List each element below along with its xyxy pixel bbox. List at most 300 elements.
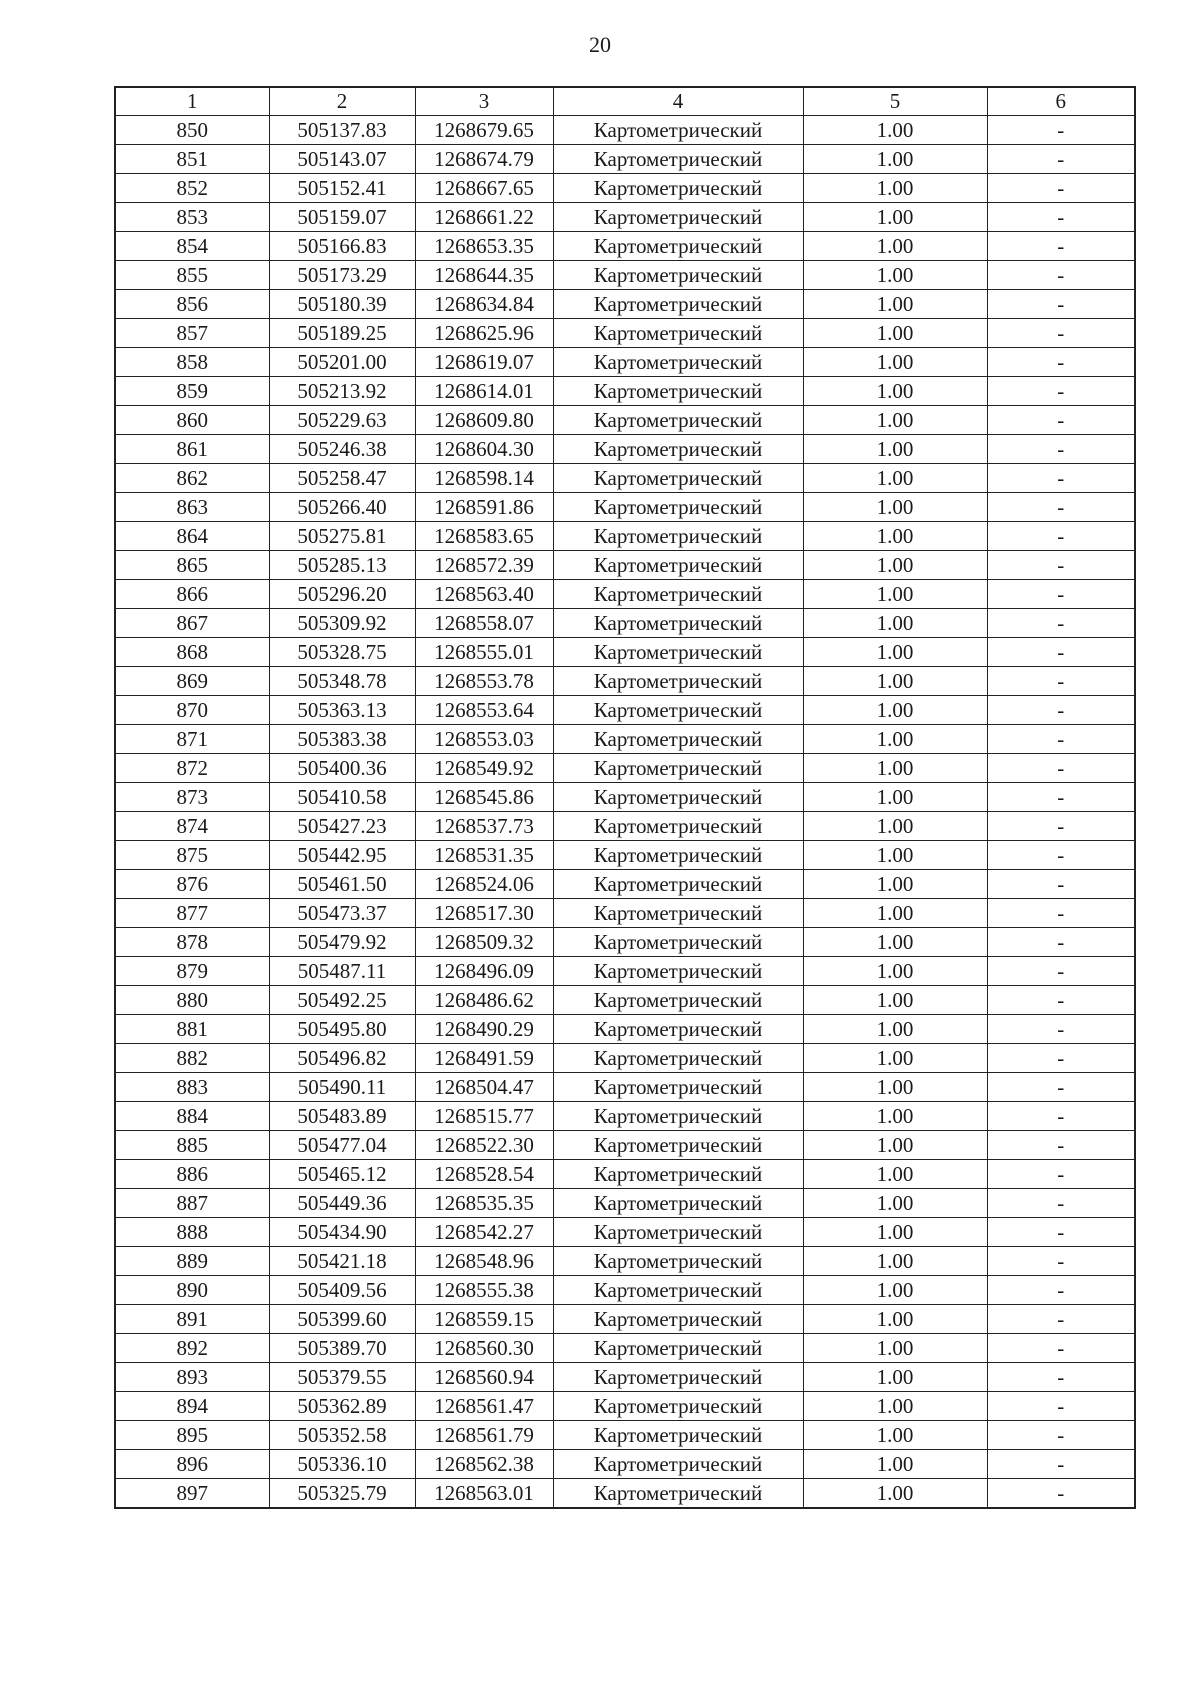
method-cell: Картометрический xyxy=(553,1392,803,1421)
x-coordinate-cell: 505189.25 xyxy=(269,319,415,348)
table-row xyxy=(115,1479,1135,1509)
accuracy-cell: 1.00 xyxy=(803,1450,987,1479)
note-cell: - xyxy=(987,1131,1135,1160)
table-row xyxy=(115,1189,1135,1218)
method-cell: Картометрический xyxy=(553,1218,803,1247)
point-number-cell: 850 xyxy=(115,116,269,145)
table-row xyxy=(115,1160,1135,1189)
table-row xyxy=(115,609,1135,638)
note-cell: - xyxy=(987,551,1135,580)
note-cell: - xyxy=(987,812,1135,841)
note-cell: - xyxy=(987,1450,1135,1479)
y-coordinate-cell: 1268555.38 xyxy=(415,1276,553,1305)
y-coordinate-cell: 1268553.03 xyxy=(415,725,553,754)
y-coordinate-cell: 1268598.14 xyxy=(415,464,553,493)
method-cell: Картометрический xyxy=(553,841,803,870)
note-cell: - xyxy=(987,580,1135,609)
table-row xyxy=(115,1218,1135,1247)
column-header-4: 4 xyxy=(553,87,803,116)
y-coordinate-cell: 1268583.65 xyxy=(415,522,553,551)
x-coordinate-cell: 505266.40 xyxy=(269,493,415,522)
point-number-cell: 869 xyxy=(115,667,269,696)
accuracy-cell: 1.00 xyxy=(803,638,987,667)
y-coordinate-cell: 1268515.77 xyxy=(415,1102,553,1131)
accuracy-cell: 1.00 xyxy=(803,1247,987,1276)
y-coordinate-cell: 1268679.65 xyxy=(415,116,553,145)
x-coordinate-cell: 505352.58 xyxy=(269,1421,415,1450)
note-cell: - xyxy=(987,754,1135,783)
note-cell: - xyxy=(987,1073,1135,1102)
accuracy-cell: 1.00 xyxy=(803,406,987,435)
method-cell: Картометрический xyxy=(553,377,803,406)
table-row xyxy=(115,1073,1135,1102)
point-number-cell: 858 xyxy=(115,348,269,377)
table-row xyxy=(115,1044,1135,1073)
point-number-cell: 867 xyxy=(115,609,269,638)
accuracy-cell: 1.00 xyxy=(803,261,987,290)
table-row xyxy=(115,406,1135,435)
point-number-cell: 871 xyxy=(115,725,269,754)
y-coordinate-cell: 1268614.01 xyxy=(415,377,553,406)
note-cell: - xyxy=(987,232,1135,261)
note-cell: - xyxy=(987,435,1135,464)
table-header xyxy=(115,87,1135,116)
method-cell: Картометрический xyxy=(553,928,803,957)
method-cell: Картометрический xyxy=(553,116,803,145)
accuracy-cell: 1.00 xyxy=(803,551,987,580)
point-number-cell: 891 xyxy=(115,1305,269,1334)
table-row xyxy=(115,1392,1135,1421)
x-coordinate-cell: 505400.36 xyxy=(269,754,415,783)
point-number-cell: 880 xyxy=(115,986,269,1015)
point-number-cell: 885 xyxy=(115,1131,269,1160)
table-row xyxy=(115,1334,1135,1363)
point-number-cell: 890 xyxy=(115,1276,269,1305)
method-cell: Картометрический xyxy=(553,580,803,609)
y-coordinate-cell: 1268537.73 xyxy=(415,812,553,841)
accuracy-cell: 1.00 xyxy=(803,812,987,841)
point-number-cell: 873 xyxy=(115,783,269,812)
method-cell: Картометрический xyxy=(553,145,803,174)
point-number-cell: 853 xyxy=(115,203,269,232)
y-coordinate-cell: 1268562.38 xyxy=(415,1450,553,1479)
point-number-cell: 852 xyxy=(115,174,269,203)
method-cell: Картометрический xyxy=(553,1073,803,1102)
note-cell: - xyxy=(987,406,1135,435)
point-number-cell: 874 xyxy=(115,812,269,841)
y-coordinate-cell: 1268661.22 xyxy=(415,203,553,232)
y-coordinate-cell: 1268625.96 xyxy=(415,319,553,348)
method-cell: Картометрический xyxy=(553,667,803,696)
table-row xyxy=(115,841,1135,870)
y-coordinate-cell: 1268548.96 xyxy=(415,1247,553,1276)
point-number-cell: 894 xyxy=(115,1392,269,1421)
y-coordinate-cell: 1268535.35 xyxy=(415,1189,553,1218)
y-coordinate-cell: 1268504.47 xyxy=(415,1073,553,1102)
method-cell: Картометрический xyxy=(553,1305,803,1334)
y-coordinate-cell: 1268517.30 xyxy=(415,899,553,928)
table-row xyxy=(115,290,1135,319)
note-cell: - xyxy=(987,174,1135,203)
accuracy-cell: 1.00 xyxy=(803,493,987,522)
x-coordinate-cell: 505492.25 xyxy=(269,986,415,1015)
table-row xyxy=(115,696,1135,725)
point-number-cell: 856 xyxy=(115,290,269,319)
table-row xyxy=(115,928,1135,957)
accuracy-cell: 1.00 xyxy=(803,1334,987,1363)
accuracy-cell: 1.00 xyxy=(803,870,987,899)
coordinates-table xyxy=(114,86,1136,1509)
y-coordinate-cell: 1268553.64 xyxy=(415,696,553,725)
table-row xyxy=(115,261,1135,290)
table-row xyxy=(115,319,1135,348)
x-coordinate-cell: 505285.13 xyxy=(269,551,415,580)
method-cell: Картометрический xyxy=(553,1363,803,1392)
accuracy-cell: 1.00 xyxy=(803,1015,987,1044)
x-coordinate-cell: 505383.38 xyxy=(269,725,415,754)
method-cell: Картометрический xyxy=(553,261,803,290)
accuracy-cell: 1.00 xyxy=(803,899,987,928)
column-header-1: 1 xyxy=(115,87,269,116)
point-number-cell: 863 xyxy=(115,493,269,522)
y-coordinate-cell: 1268572.39 xyxy=(415,551,553,580)
point-number-cell: 881 xyxy=(115,1015,269,1044)
note-cell: - xyxy=(987,464,1135,493)
x-coordinate-cell: 505399.60 xyxy=(269,1305,415,1334)
column-header-5: 5 xyxy=(803,87,987,116)
method-cell: Картометрический xyxy=(553,754,803,783)
note-cell: - xyxy=(987,203,1135,232)
note-cell: - xyxy=(987,116,1135,145)
table-row xyxy=(115,493,1135,522)
y-coordinate-cell: 1268545.86 xyxy=(415,783,553,812)
accuracy-cell: 1.00 xyxy=(803,1102,987,1131)
accuracy-cell: 1.00 xyxy=(803,841,987,870)
x-coordinate-cell: 505427.23 xyxy=(269,812,415,841)
y-coordinate-cell: 1268559.15 xyxy=(415,1305,553,1334)
x-coordinate-cell: 505173.29 xyxy=(269,261,415,290)
accuracy-cell: 1.00 xyxy=(803,1305,987,1334)
accuracy-cell: 1.00 xyxy=(803,1479,987,1509)
x-coordinate-cell: 505442.95 xyxy=(269,841,415,870)
table-row xyxy=(115,116,1135,145)
y-coordinate-cell: 1268491.59 xyxy=(415,1044,553,1073)
table-row xyxy=(115,1015,1135,1044)
note-cell: - xyxy=(987,928,1135,957)
x-coordinate-cell: 505362.89 xyxy=(269,1392,415,1421)
method-cell: Картометрический xyxy=(553,870,803,899)
x-coordinate-cell: 505325.79 xyxy=(269,1479,415,1509)
accuracy-cell: 1.00 xyxy=(803,580,987,609)
table-row xyxy=(115,377,1135,406)
point-number-cell: 868 xyxy=(115,638,269,667)
accuracy-cell: 1.00 xyxy=(803,1131,987,1160)
y-coordinate-cell: 1268528.54 xyxy=(415,1160,553,1189)
x-coordinate-cell: 505143.07 xyxy=(269,145,415,174)
table-row xyxy=(115,580,1135,609)
accuracy-cell: 1.00 xyxy=(803,957,987,986)
table-body xyxy=(115,116,1135,1509)
table-row xyxy=(115,986,1135,1015)
method-cell: Картометрический xyxy=(553,899,803,928)
point-number-cell: 861 xyxy=(115,435,269,464)
note-cell: - xyxy=(987,1276,1135,1305)
y-coordinate-cell: 1268674.79 xyxy=(415,145,553,174)
note-cell: - xyxy=(987,986,1135,1015)
y-coordinate-cell: 1268563.40 xyxy=(415,580,553,609)
table-row xyxy=(115,232,1135,261)
y-coordinate-cell: 1268555.01 xyxy=(415,638,553,667)
note-cell: - xyxy=(987,145,1135,174)
x-coordinate-cell: 505465.12 xyxy=(269,1160,415,1189)
point-number-cell: 864 xyxy=(115,522,269,551)
note-cell: - xyxy=(987,783,1135,812)
point-number-cell: 851 xyxy=(115,145,269,174)
y-coordinate-cell: 1268490.29 xyxy=(415,1015,553,1044)
x-coordinate-cell: 505328.75 xyxy=(269,638,415,667)
method-cell: Картометрический xyxy=(553,464,803,493)
y-coordinate-cell: 1268563.01 xyxy=(415,1479,553,1509)
accuracy-cell: 1.00 xyxy=(803,754,987,783)
point-number-cell: 860 xyxy=(115,406,269,435)
accuracy-cell: 1.00 xyxy=(803,1160,987,1189)
table-row xyxy=(115,348,1135,377)
y-coordinate-cell: 1268634.84 xyxy=(415,290,553,319)
y-coordinate-cell: 1268558.07 xyxy=(415,609,553,638)
table-row xyxy=(115,145,1135,174)
point-number-cell: 859 xyxy=(115,377,269,406)
y-coordinate-cell: 1268653.35 xyxy=(415,232,553,261)
accuracy-cell: 1.00 xyxy=(803,290,987,319)
method-cell: Картометрический xyxy=(553,551,803,580)
point-number-cell: 857 xyxy=(115,319,269,348)
note-cell: - xyxy=(987,1421,1135,1450)
x-coordinate-cell: 505166.83 xyxy=(269,232,415,261)
note-cell: - xyxy=(987,1392,1135,1421)
x-coordinate-cell: 505449.36 xyxy=(269,1189,415,1218)
method-cell: Картометрический xyxy=(553,493,803,522)
accuracy-cell: 1.00 xyxy=(803,725,987,754)
accuracy-cell: 1.00 xyxy=(803,1421,987,1450)
note-cell: - xyxy=(987,696,1135,725)
point-number-cell: 877 xyxy=(115,899,269,928)
method-cell: Картометрический xyxy=(553,1160,803,1189)
method-cell: Картометрический xyxy=(553,290,803,319)
x-coordinate-cell: 505363.13 xyxy=(269,696,415,725)
note-cell: - xyxy=(987,609,1135,638)
accuracy-cell: 1.00 xyxy=(803,377,987,406)
table-row xyxy=(115,783,1135,812)
x-coordinate-cell: 505348.78 xyxy=(269,667,415,696)
y-coordinate-cell: 1268619.07 xyxy=(415,348,553,377)
note-cell: - xyxy=(987,1044,1135,1073)
method-cell: Картометрический xyxy=(553,1450,803,1479)
method-cell: Картометрический xyxy=(553,348,803,377)
note-cell: - xyxy=(987,348,1135,377)
note-cell: - xyxy=(987,725,1135,754)
note-cell: - xyxy=(987,1305,1135,1334)
table-row xyxy=(115,957,1135,986)
point-number-cell: 887 xyxy=(115,1189,269,1218)
method-cell: Картометрический xyxy=(553,609,803,638)
y-coordinate-cell: 1268522.30 xyxy=(415,1131,553,1160)
point-number-cell: 875 xyxy=(115,841,269,870)
column-header-6: 6 xyxy=(987,87,1135,116)
point-number-cell: 892 xyxy=(115,1334,269,1363)
table-row xyxy=(115,1247,1135,1276)
method-cell: Картометрический xyxy=(553,522,803,551)
accuracy-cell: 1.00 xyxy=(803,928,987,957)
x-coordinate-cell: 505490.11 xyxy=(269,1073,415,1102)
point-number-cell: 854 xyxy=(115,232,269,261)
method-cell: Картометрический xyxy=(553,986,803,1015)
accuracy-cell: 1.00 xyxy=(803,522,987,551)
table-row xyxy=(115,1131,1135,1160)
note-cell: - xyxy=(987,377,1135,406)
method-cell: Картометрический xyxy=(553,1421,803,1450)
accuracy-cell: 1.00 xyxy=(803,174,987,203)
page-number: 20 xyxy=(589,32,611,57)
table-row xyxy=(115,638,1135,667)
accuracy-cell: 1.00 xyxy=(803,1363,987,1392)
point-number-cell: 893 xyxy=(115,1363,269,1392)
note-cell: - xyxy=(987,638,1135,667)
note-cell: - xyxy=(987,1015,1135,1044)
x-coordinate-cell: 505152.41 xyxy=(269,174,415,203)
method-cell: Картометрический xyxy=(553,812,803,841)
x-coordinate-cell: 505275.81 xyxy=(269,522,415,551)
note-cell: - xyxy=(987,899,1135,928)
table-row xyxy=(115,1363,1135,1392)
point-number-cell: 862 xyxy=(115,464,269,493)
y-coordinate-cell: 1268524.06 xyxy=(415,870,553,899)
point-number-cell: 884 xyxy=(115,1102,269,1131)
method-cell: Картометрический xyxy=(553,1247,803,1276)
method-cell: Картометрический xyxy=(553,1189,803,1218)
point-number-cell: 870 xyxy=(115,696,269,725)
x-coordinate-cell: 505461.50 xyxy=(269,870,415,899)
x-coordinate-cell: 505137.83 xyxy=(269,116,415,145)
point-number-cell: 872 xyxy=(115,754,269,783)
table-row xyxy=(115,464,1135,493)
x-coordinate-cell: 505379.55 xyxy=(269,1363,415,1392)
method-cell: Картометрический xyxy=(553,1479,803,1509)
method-cell: Картометрический xyxy=(553,696,803,725)
method-cell: Картометрический xyxy=(553,783,803,812)
table-row xyxy=(115,1276,1135,1305)
accuracy-cell: 1.00 xyxy=(803,1189,987,1218)
y-coordinate-cell: 1268531.35 xyxy=(415,841,553,870)
method-cell: Картометрический xyxy=(553,435,803,464)
table-row xyxy=(115,899,1135,928)
table-row xyxy=(115,1450,1135,1479)
accuracy-cell: 1.00 xyxy=(803,696,987,725)
method-cell: Картометрический xyxy=(553,1334,803,1363)
x-coordinate-cell: 505213.92 xyxy=(269,377,415,406)
method-cell: Картометрический xyxy=(553,957,803,986)
accuracy-cell: 1.00 xyxy=(803,609,987,638)
x-coordinate-cell: 505495.80 xyxy=(269,1015,415,1044)
y-coordinate-cell: 1268667.65 xyxy=(415,174,553,203)
note-cell: - xyxy=(987,957,1135,986)
y-coordinate-cell: 1268560.94 xyxy=(415,1363,553,1392)
point-number-cell: 895 xyxy=(115,1421,269,1450)
x-coordinate-cell: 505410.58 xyxy=(269,783,415,812)
x-coordinate-cell: 505434.90 xyxy=(269,1218,415,1247)
point-number-cell: 878 xyxy=(115,928,269,957)
accuracy-cell: 1.00 xyxy=(803,667,987,696)
note-cell: - xyxy=(987,1247,1135,1276)
y-coordinate-cell: 1268604.30 xyxy=(415,435,553,464)
x-coordinate-cell: 505159.07 xyxy=(269,203,415,232)
y-coordinate-cell: 1268609.80 xyxy=(415,406,553,435)
x-coordinate-cell: 505229.63 xyxy=(269,406,415,435)
note-cell: - xyxy=(987,841,1135,870)
point-number-cell: 882 xyxy=(115,1044,269,1073)
accuracy-cell: 1.00 xyxy=(803,986,987,1015)
column-header-3: 3 xyxy=(415,87,553,116)
table-row xyxy=(115,1102,1135,1131)
accuracy-cell: 1.00 xyxy=(803,232,987,261)
table-row xyxy=(115,174,1135,203)
method-cell: Картометрический xyxy=(553,725,803,754)
accuracy-cell: 1.00 xyxy=(803,116,987,145)
method-cell: Картометрический xyxy=(553,174,803,203)
x-coordinate-cell: 505421.18 xyxy=(269,1247,415,1276)
table-row xyxy=(115,203,1135,232)
x-coordinate-cell: 505180.39 xyxy=(269,290,415,319)
x-coordinate-cell: 505477.04 xyxy=(269,1131,415,1160)
table-row xyxy=(115,435,1135,464)
method-cell: Картометрический xyxy=(553,638,803,667)
header-row xyxy=(115,87,1135,116)
note-cell: - xyxy=(987,290,1135,319)
note-cell: - xyxy=(987,1334,1135,1363)
point-number-cell: 879 xyxy=(115,957,269,986)
y-coordinate-cell: 1268486.62 xyxy=(415,986,553,1015)
table-row xyxy=(115,812,1135,841)
point-number-cell: 876 xyxy=(115,870,269,899)
table-row xyxy=(115,725,1135,754)
point-number-cell: 865 xyxy=(115,551,269,580)
note-cell: - xyxy=(987,522,1135,551)
method-cell: Картометрический xyxy=(553,1015,803,1044)
table-row xyxy=(115,1305,1135,1334)
x-coordinate-cell: 505246.38 xyxy=(269,435,415,464)
x-coordinate-cell: 505409.56 xyxy=(269,1276,415,1305)
accuracy-cell: 1.00 xyxy=(803,1276,987,1305)
table-row xyxy=(115,667,1135,696)
accuracy-cell: 1.00 xyxy=(803,1392,987,1421)
point-number-cell: 886 xyxy=(115,1160,269,1189)
method-cell: Картометрический xyxy=(553,1044,803,1073)
point-number-cell: 888 xyxy=(115,1218,269,1247)
point-number-cell: 897 xyxy=(115,1479,269,1509)
x-coordinate-cell: 505483.89 xyxy=(269,1102,415,1131)
y-coordinate-cell: 1268561.47 xyxy=(415,1392,553,1421)
x-coordinate-cell: 505487.11 xyxy=(269,957,415,986)
point-number-cell: 889 xyxy=(115,1247,269,1276)
column-header-2: 2 xyxy=(269,87,415,116)
note-cell: - xyxy=(987,1160,1135,1189)
x-coordinate-cell: 505496.82 xyxy=(269,1044,415,1073)
note-cell: - xyxy=(987,1218,1135,1247)
method-cell: Картометрический xyxy=(553,203,803,232)
accuracy-cell: 1.00 xyxy=(803,319,987,348)
accuracy-cell: 1.00 xyxy=(803,145,987,174)
x-coordinate-cell: 505389.70 xyxy=(269,1334,415,1363)
note-cell: - xyxy=(987,1363,1135,1392)
